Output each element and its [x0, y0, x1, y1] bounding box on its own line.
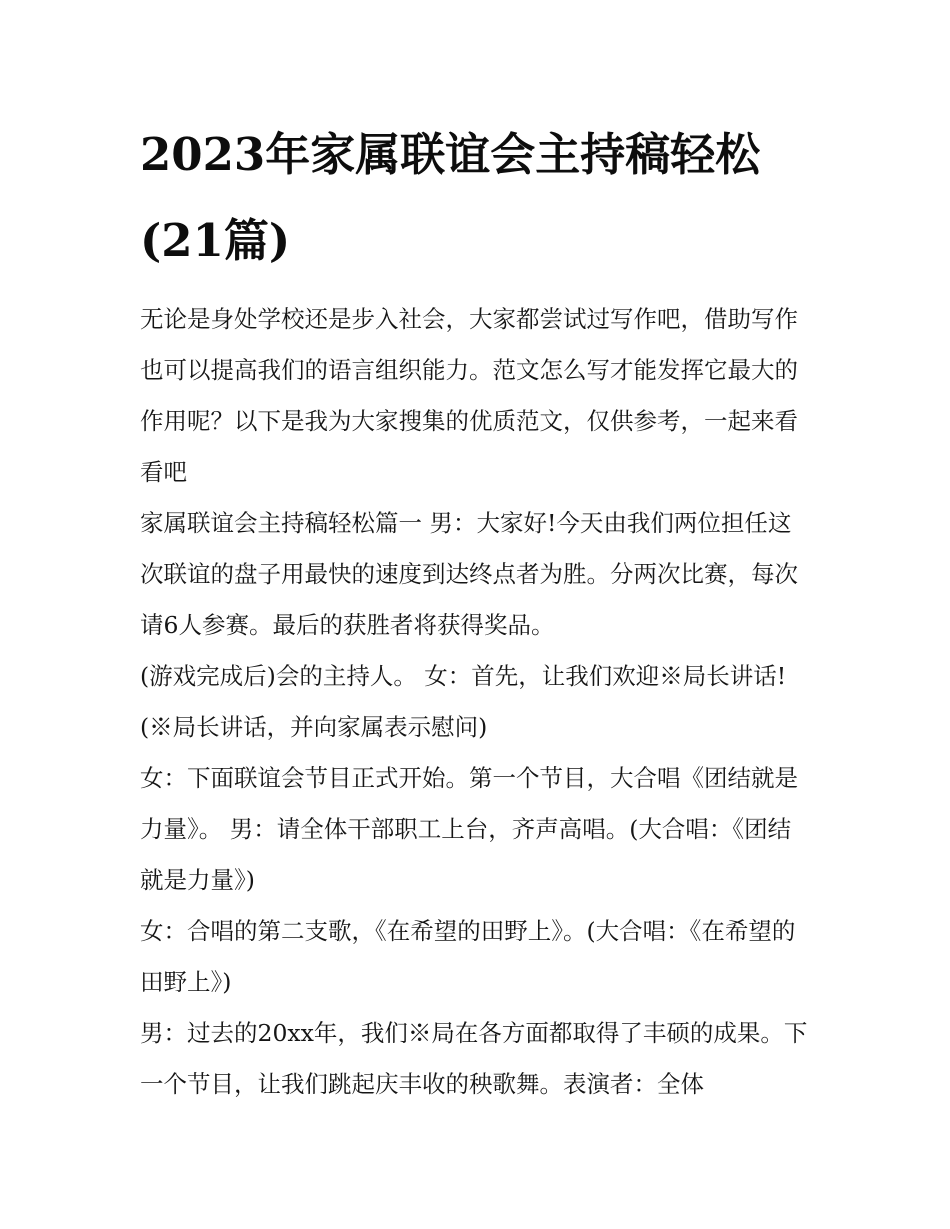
paragraph-3: 女：下面联谊会节目正式开始。第一个节目，大合唱《团结就是力量》。 男：请全体干部职工上台，齐声高唱。(大合唱：《团结就是力量》) — [140, 764, 798, 894]
paragraph-2: (游戏完成后)会的主持人。 女：首先，让我们欢迎※局长讲话!(※局长讲话，并向家属表示慰问) — [140, 662, 787, 741]
document-body — [140, 294, 812, 1110]
document-title: 2023年家属联谊会主持稿轻松(21篇) — [140, 128, 761, 267]
paragraph-4: 女：合唱的第二支歌，《在希望的田野上》。(大合唱：《在希望的田野上》) — [140, 917, 796, 996]
paragraph-1: 家属联谊会主持稿轻松篇一 男：大家好!今天由我们两位担任这次联谊的盘子用最快的速度到达终点者为胜。分两次比赛，每次请6人参赛。最后的获胜者将获得奖品。 — [140, 509, 798, 639]
paragraph-5: 男：过去的20xx年，我们※局在各方面都取得了丰硕的成果。下一个节目，让我们跳起庆丰收的秧歌舞。表演者：全体 — [140, 1019, 808, 1098]
paragraph-intro: 无论是身处学校还是步入社会，大家都尝试过写作吧，借助写作也可以提高我们的语言组织能力。范文怎么写才能发挥它最大的作用呢？以下是我为大家搜集的优质范文，仅供参考，一起来看看吧 — [140, 305, 798, 486]
